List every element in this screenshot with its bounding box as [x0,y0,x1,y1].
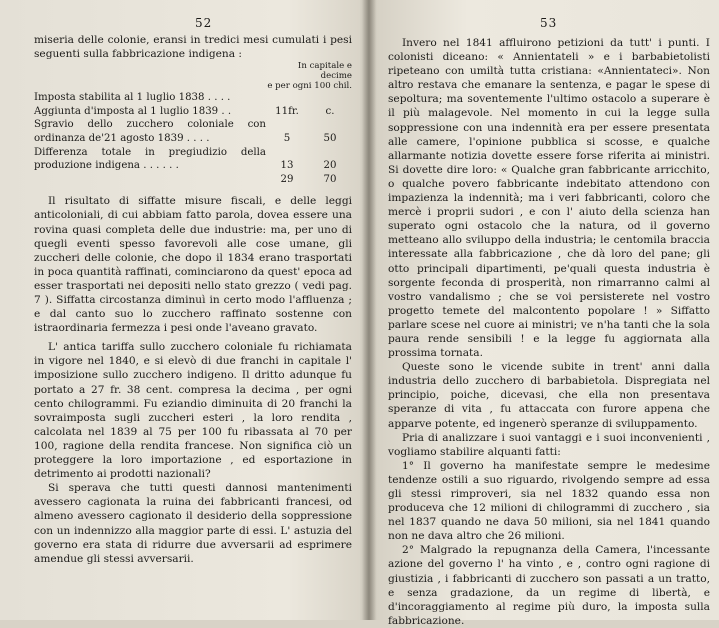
right-paragraph: Queste sono le vicende subite in trent' anni dalla industria dello zucchero di barbabietola. Dispregiata nel principio, poiche, dicevasi, che ella non presentava speranze di vita , fu attaccata con furore appena che apparve potente, ed ingenerò speranze di sviluppamento. [388,361,710,430]
right-paragraph: Invero nel 1841 affluirono petizioni da tutt' i punti. I colonisti diceano: « Annientateli » e i barbabietolisti ripeteano con umiltà tutta cristiana: «Annientateci». Non altro restava che emanare la sentenza, e pagar le spese di sepoltura; ma soventemente l'ultimo ostacolo a superare è il più malagevole. Nel momento in cui la legge sulla soppressione con una indennità era per essere presentata alle camere, l'opinione pubblica si scosse, e qualche allarmante notizia dovette essere forse riferita ai ministri. Si dovette dire loro: « Qualche gran fabbricante arricchito, o qualche povero fabbricante indebitato attendono con impazienza la indennità; ma i veri fabbricanti, coloro che mercè i proprii sudori , e con l' aiuto della scienza han superato ogni ostacolo che la natura, od il governo metteano allo sviluppo della industria; le centomila braccia interessate alla fabbricazione , che dà loro del pane; gli otto principali dipartimenti, pe'quali questa industria è sorgente feconda di prosperità, non rimarranno calmi al vostro vandalismo ; che se voi persisterete nel vostro progetto temete del malcontento popolare ! » Siffatto parlare scese nel cuore ai ministri; ve n'ha tanti che la sola paura rende sensibili ! e la legge fu aggiornata alla prossima tornata. [388,37,710,360]
tax-table-header [34,61,352,91]
table-row-cents: 50 [323,132,337,144]
left-paragraph: L' antica tariffa sullo zucchero coloniale fu richiamata in vigore nel 1840, e si elevò di due franchi in capitale l' imposizione sullo zucchero indigeno. Il dritto adunque fu portato a 27 fr. 38 cent. compresa la decima , per ogni cento chilogrammi. Fu eziandio diminuita di 20 franchi la sovraimposta sugli zuccheri esteri , la loro rendita , calcolata nel 1839 al 75 per 100 fu ribassata al 70 per 100, ragione della rendita francese. Non significa ciò un proteggere la loro importazione , ed esportazione in detrimento ai prodotti nazionali? [34,341,352,481]
table-row [34,105,352,119]
table-row-francs: 13 [280,160,294,172]
left-paragraph: Il risultato di siffatte misure fiscali, e delle leggi anticoloniali, di cui abbiam fatto parola, dovea essere una rovina quasi completa delle due industrie: ma, per uno di quegli eventi spesso favorevoli alle cose umane, gli zuccheri delle colonie, che dopo il 1834 erano trasportati in poca quantità raffinati, cominciarono da quest' epoca ad esser trasportati nei depositi nello stato grezzo ( vedi pag. 7 ). Siffatta circostanza diminuì in certo modo l'affluenza ; e dal canto suo lo zucchero raffinato sostenne con istraordinaria fermezza i pesi onde l'aveano gravato. [34,195,352,335]
table-row-francs: 11fr. [275,105,299,117]
right-paragraph: Pria di analizzare i suoi vantaggi e i suoi inconvenienti , vogliamo stabilire alquanti fatti: [388,431,710,458]
table-row-label [34,173,266,187]
table-total-row [34,173,352,187]
table-row-francs: 5 [283,132,291,144]
right-page-text [388,36,710,628]
left-page [0,0,362,620]
right-numbered-paragraph: 2° Malgrado la repugnanza della Camera, l'incessante azione del governo l' ha vinto , e , contro ogni ragione di giustizia , i fabbricanti di zucchero son passati a un tratto, e senza gradazione, da un regime di libertà, e d'incoraggiamento al regime più duro, la imposta sulla fabbricazione. [388,544,710,627]
left-paragraph: Si sperava che tutti questi dannosi mantenimenti avessero cagionata la ruina dei fabbricanti francesi, od almeno avessero cagionato il desiderio della soppressione con un indennizzo alla maggior parte di essi. L' astuzia del governo era stata di ridurre due avversarii ad esprimere amendue gli stessi avversarii. [34,482,352,565]
left-intro-paragraph: miseria delle colonie, eransi in tredici mesi cumulati i pesi seguenti sulla fabbricazione indigena : [34,34,352,61]
table-row [34,146,352,173]
table-row-cents: 20 [323,160,337,172]
left-page-text [34,33,352,566]
tax-table [34,61,352,186]
table-row-label: Differenza totale in pregiudizio della produzione indigena . . . . . . [34,146,266,172]
left-page-number: 52 [195,16,213,30]
table-row [34,118,352,145]
table-total-cents: 70 [323,173,337,185]
table-row-label: Imposta stabilita al 1 luglio 1838 . . . . [34,92,231,104]
table-row-cents [308,91,352,105]
table-row-francs [266,91,308,105]
tax-table-header-line-1: In capitale e decime [297,61,352,82]
table-row-label: Aggiunta d'imposta al 1 luglio 1839 . . [34,105,232,117]
table-total-francs: 29 [280,173,294,185]
table-row-label: Sgravio dello zucchero coloniale con ordinanza de'21 agosto 1839 . . . . [34,119,266,144]
right-page-number: 53 [540,16,558,30]
table-row [34,91,352,105]
tax-table-header-line-2: e per ogni 100 chil. [267,81,352,92]
right-numbered-paragraph: 1° Il governo ha manifestate sempre le medesime tendenze ostili a suo riguardo, rivolgendo sempre ad essa gli stessi rimproveri, sia nel 1832 quando essa non produceva che 12 milioni di chilogrammi di zucchero , sia nel 1837 quando ne dava 50 milioni, sia nel 1841 quando non ne dava altro che 26 milioni. [388,459,710,543]
right-page [374,0,719,627]
table-row-cents: c. [325,105,335,117]
